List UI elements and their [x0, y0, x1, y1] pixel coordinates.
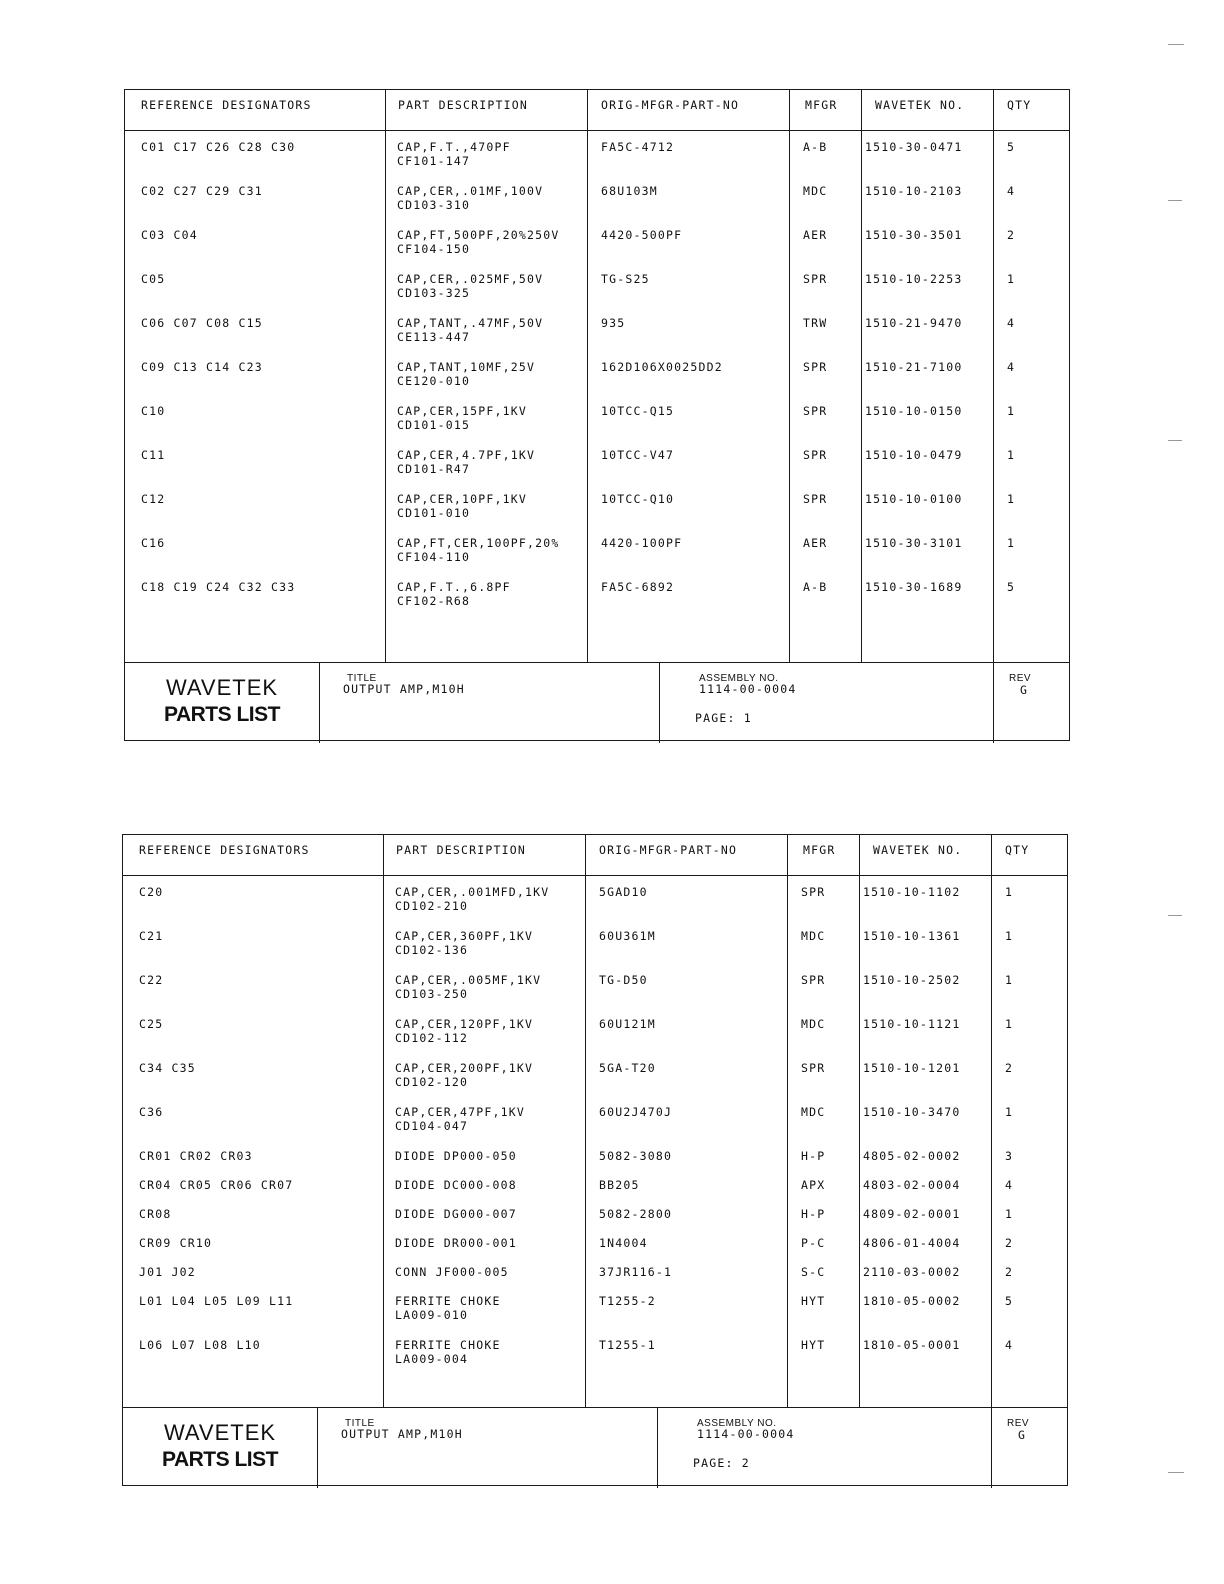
cell-orig-part-no: 5082-3080	[599, 1149, 673, 1163]
assembly-label: ASSEMBLY NO.	[699, 673, 779, 684]
cell-mfgr: SPR	[801, 1061, 826, 1075]
table-row	[123, 1328, 1067, 1372]
cell-mfgr: APX	[801, 1178, 826, 1192]
rev-label: REV	[1009, 673, 1032, 684]
cell-qty: 3	[1005, 1149, 1014, 1163]
cell-qty: 5	[1007, 580, 1016, 594]
cell-reference: C21	[139, 929, 164, 943]
cell-reference: CR08	[139, 1207, 172, 1221]
scan-mark	[1168, 44, 1184, 45]
cell-description: CAP,FT,500PF,20%250V CF104-150	[397, 228, 560, 256]
cell-description: CAP,CER,15PF,1KV CD101-015	[397, 404, 527, 432]
cell-mfgr: SPR	[803, 404, 828, 418]
cell-mfgr: SPR	[803, 272, 828, 286]
rev-value: G	[1020, 683, 1029, 697]
cell-wavetek-no: 1510-21-9470	[865, 316, 963, 330]
cell-wavetek-no: 1510-30-3101	[865, 536, 963, 550]
table-row	[125, 570, 1069, 614]
table-body	[125, 130, 1069, 614]
cell-description: DIODE DR000-001	[395, 1236, 517, 1250]
cell-wavetek-no: 1510-10-0150	[865, 404, 963, 418]
table-row	[125, 218, 1069, 262]
table-row	[123, 1139, 1067, 1168]
cell-mfgr: SPR	[801, 973, 826, 987]
cell-reference: C34 C35	[139, 1061, 196, 1075]
table-row	[125, 394, 1069, 438]
cell-orig-part-no: TG-S25	[601, 272, 650, 286]
scan-mark	[1168, 915, 1182, 916]
cell-description: CAP,CER,.001MFD,1KV CD102-210	[395, 885, 550, 913]
cell-orig-part-no: 37JR116-1	[599, 1265, 673, 1279]
cell-reference: C20	[139, 885, 164, 899]
cell-qty: 4	[1005, 1178, 1014, 1192]
cell-description: CAP,FT,CER,100PF,20% CF104-110	[397, 536, 560, 564]
cell-orig-part-no: FA5C-4712	[601, 140, 675, 154]
brand-name: WAVETEK	[163, 1420, 277, 1445]
cell-reference: C06 C07 C08 C15	[141, 316, 263, 330]
wavetek-logo	[125, 663, 319, 743]
cell-orig-part-no: 4420-500PF	[601, 228, 683, 242]
col-mfgr: MFGR	[805, 98, 838, 112]
cell-wavetek-no: 4805-02-0002	[863, 1149, 961, 1163]
cell-wavetek-no: 1510-10-0479	[865, 448, 963, 462]
cell-wavetek-no: 1510-10-3470	[863, 1105, 961, 1119]
table-body	[123, 875, 1067, 1372]
cell-reference: C36	[139, 1105, 164, 1119]
wavetek-logo	[123, 1408, 317, 1488]
cell-description: CAP,F.T.,6.8PF CF102-R68	[397, 580, 511, 608]
cell-mfgr: P-C	[801, 1236, 826, 1250]
col-orig-mfgr-part-no: ORIG-MFGR-PART-NO	[601, 98, 740, 112]
cell-reference: C12	[141, 492, 166, 506]
cell-orig-part-no: 5082-2800	[599, 1207, 673, 1221]
cell-wavetek-no: 4803-02-0004	[863, 1178, 961, 1192]
cell-description: DIODE DP000-050	[395, 1149, 517, 1163]
cell-qty: 4	[1005, 1338, 1014, 1352]
cell-description: CAP,CER,10PF,1KV CD101-010	[397, 492, 527, 520]
cell-reference: C09 C13 C14 C23	[141, 360, 263, 374]
assembly-value: 1114-00-0004	[699, 682, 797, 696]
col-mfgr: MFGR	[803, 843, 836, 857]
table-row	[125, 350, 1069, 394]
scan-mark	[1168, 200, 1182, 201]
cell-qty: 5	[1005, 1294, 1014, 1308]
cell-orig-part-no: 935	[601, 316, 626, 330]
title-value: OUTPUT AMP,M10H	[343, 682, 465, 696]
cell-wavetek-no: 1810-05-0002	[863, 1294, 961, 1308]
cell-wavetek-no: 1510-10-2253	[865, 272, 963, 286]
table-header	[123, 835, 1067, 876]
table-row	[123, 963, 1067, 1007]
cell-mfgr: H-P	[801, 1207, 826, 1221]
col-qty: QTY	[1005, 843, 1030, 857]
cell-qty: 1	[1007, 448, 1016, 462]
cell-description: CAP,CER,.01MF,100V CD103-310	[397, 184, 544, 212]
col-reference-designators: REFERENCE DESIGNATORS	[139, 843, 310, 857]
cell-qty: 1	[1005, 1105, 1014, 1119]
cell-wavetek-no: 1510-30-0471	[865, 140, 963, 154]
col-wavetek-no: WAVETEK NO.	[875, 98, 965, 112]
cell-description: CAP,CER,200PF,1KV CD102-120	[395, 1061, 534, 1089]
scan-mark	[1168, 440, 1182, 441]
cell-qty: 4	[1007, 316, 1016, 330]
cell-description: FERRITE CHOKE LA009-010	[395, 1294, 501, 1322]
cell-reference: C16	[141, 536, 166, 550]
cell-reference: CR04 CR05 CR06 CR07	[139, 1178, 294, 1192]
cell-qty: 1	[1007, 536, 1016, 550]
rev-value: G	[1018, 1428, 1027, 1442]
table-row	[123, 1226, 1067, 1255]
cell-orig-part-no: 1N4004	[599, 1236, 648, 1250]
cell-mfgr: MDC	[801, 929, 826, 943]
title-block	[123, 1407, 1067, 1488]
cell-wavetek-no: 1510-10-1102	[863, 885, 961, 899]
scan-mark	[1168, 1472, 1184, 1473]
cell-wavetek-no: 1510-10-0100	[865, 492, 963, 506]
page-number: PAGE: 2	[693, 1456, 750, 1470]
cell-orig-part-no: BB205	[599, 1178, 640, 1192]
parts-list-label: PARTS LIST	[162, 1448, 278, 1471]
table-row	[125, 438, 1069, 482]
table-row	[125, 526, 1069, 570]
cell-reference: L01 L04 L05 L09 L11	[139, 1294, 294, 1308]
cell-mfgr: AER	[803, 536, 828, 550]
table-row	[123, 1168, 1067, 1197]
cell-wavetek-no: 1510-10-1121	[863, 1017, 961, 1031]
cell-mfgr: SPR	[801, 885, 826, 899]
cell-reference: C03 C04	[141, 228, 198, 242]
title-label: TITLE	[347, 673, 377, 684]
assembly-label: ASSEMBLY NO.	[697, 1418, 777, 1429]
cell-mfgr: SPR	[803, 492, 828, 506]
table-row	[123, 1051, 1067, 1095]
cell-mfgr: SPR	[803, 448, 828, 462]
table-row	[123, 919, 1067, 963]
cell-qty: 2	[1007, 228, 1016, 242]
cell-orig-part-no: 4420-100PF	[601, 536, 683, 550]
cell-wavetek-no: 1510-21-7100	[865, 360, 963, 374]
cell-mfgr: TRW	[803, 316, 828, 330]
cell-qty: 2	[1005, 1265, 1014, 1279]
cell-orig-part-no: T1255-2	[599, 1294, 656, 1308]
cell-orig-part-no: 60U121M	[599, 1017, 656, 1031]
cell-reference: C22	[139, 973, 164, 987]
brand-name: WAVETEK	[165, 675, 279, 700]
col-reference-designators: REFERENCE DESIGNATORS	[141, 98, 312, 112]
cell-mfgr: A-B	[803, 140, 828, 154]
parts-list-label: PARTS LIST	[164, 703, 280, 726]
cell-description: CAP,CER,47PF,1KV CD104-047	[395, 1105, 525, 1133]
cell-qty: 4	[1007, 184, 1016, 198]
cell-wavetek-no: 1510-10-2502	[863, 973, 961, 987]
table-row	[125, 262, 1069, 306]
cell-wavetek-no: 1510-30-3501	[865, 228, 963, 242]
parts-table	[123, 835, 1067, 1407]
cell-description: CAP,TANT,.47MF,50V CE113-447	[397, 316, 544, 344]
cell-orig-part-no: 60U2J470J	[599, 1105, 673, 1119]
cell-description: DIODE DG000-007	[395, 1207, 517, 1221]
cell-reference: CR01 CR02 CR03	[139, 1149, 253, 1163]
cell-wavetek-no: 4806-01-4004	[863, 1236, 961, 1250]
rev-label: REV	[1007, 1418, 1030, 1429]
cell-orig-part-no: 60U361M	[599, 929, 656, 943]
table-header	[125, 90, 1069, 131]
parts-list-sheet-1	[124, 89, 1070, 741]
col-qty: QTY	[1007, 98, 1032, 112]
cell-reference: C25	[139, 1017, 164, 1031]
cell-reference: C18 C19 C24 C32 C33	[141, 580, 296, 594]
table-row	[125, 306, 1069, 350]
cell-description: CAP,CER,360PF,1KV CD102-136	[395, 929, 534, 957]
col-orig-mfgr-part-no: ORIG-MFGR-PART-NO	[599, 843, 738, 857]
cell-orig-part-no: T1255-1	[599, 1338, 656, 1352]
table-row	[123, 1284, 1067, 1328]
cell-reference: C11	[141, 448, 166, 462]
table-row	[123, 1255, 1067, 1284]
cell-orig-part-no: 5GAD10	[599, 885, 648, 899]
col-wavetek-no: WAVETEK NO.	[873, 843, 963, 857]
cell-wavetek-no: 1510-10-1201	[863, 1061, 961, 1075]
cell-description: CONN JF000-005	[395, 1265, 509, 1279]
cell-reference: J01 J02	[139, 1265, 196, 1279]
page-number: PAGE: 1	[695, 711, 752, 725]
cell-description: CAP,TANT,10MF,25V CE120-010	[397, 360, 536, 388]
cell-mfgr: HYT	[801, 1338, 826, 1352]
cell-qty: 2	[1005, 1061, 1014, 1075]
cell-orig-part-no: TG-D50	[599, 973, 648, 987]
cell-qty: 1	[1007, 404, 1016, 418]
cell-orig-part-no: 68U103M	[601, 184, 658, 198]
cell-orig-part-no: 10TCC-V47	[601, 448, 675, 462]
cell-reference: C02 C27 C29 C31	[141, 184, 263, 198]
cell-orig-part-no: 10TCC-Q15	[601, 404, 675, 418]
cell-wavetek-no: 1510-30-1689	[865, 580, 963, 594]
cell-mfgr: MDC	[801, 1017, 826, 1031]
table-row	[125, 130, 1069, 174]
cell-wavetek-no: 2110-03-0002	[863, 1265, 961, 1279]
cell-mfgr: SPR	[803, 360, 828, 374]
cell-qty: 1	[1005, 885, 1014, 899]
cell-qty: 1	[1007, 492, 1016, 506]
cell-description: CAP,CER,4.7PF,1KV CD101-R47	[397, 448, 536, 476]
cell-reference: C01 C17 C26 C28 C30	[141, 140, 296, 154]
col-part-description: PART DESCRIPTION	[396, 843, 526, 857]
parts-table	[125, 90, 1069, 662]
cell-mfgr: MDC	[803, 184, 828, 198]
cell-description: FERRITE CHOKE LA009-004	[395, 1338, 501, 1366]
cell-qty: 4	[1007, 360, 1016, 374]
cell-reference: C05	[141, 272, 166, 286]
cell-wavetek-no: 1510-10-1361	[863, 929, 961, 943]
table-row	[123, 1095, 1067, 1139]
cell-qty: 5	[1007, 140, 1016, 154]
cell-orig-part-no: 5GA-T20	[599, 1061, 656, 1075]
assembly-value: 1114-00-0004	[697, 1427, 795, 1441]
cell-orig-part-no: FA5C-6892	[601, 580, 675, 594]
cell-wavetek-no: 4809-02-0001	[863, 1207, 961, 1221]
cell-orig-part-no: 162D106X0025DD2	[601, 360, 723, 374]
cell-mfgr: MDC	[801, 1105, 826, 1119]
cell-mfgr: HYT	[801, 1294, 826, 1308]
parts-list-sheet-2	[122, 834, 1068, 1486]
table-row	[123, 875, 1067, 919]
cell-wavetek-no: 1810-05-0001	[863, 1338, 961, 1352]
cell-description: CAP,F.T.,470PF CF101-147	[397, 140, 511, 168]
col-part-description: PART DESCRIPTION	[398, 98, 528, 112]
cell-reference: L06 L07 L08 L10	[139, 1338, 261, 1352]
cell-description: CAP,CER,.005MF,1KV CD103-250	[395, 973, 542, 1001]
cell-reference: C10	[141, 404, 166, 418]
cell-qty: 1	[1005, 929, 1014, 943]
table-row	[123, 1007, 1067, 1051]
title-block	[125, 662, 1069, 743]
title-label: TITLE	[345, 1418, 375, 1429]
table-row	[123, 1197, 1067, 1226]
cell-qty: 2	[1005, 1236, 1014, 1250]
cell-description: CAP,CER,120PF,1KV CD102-112	[395, 1017, 534, 1045]
cell-orig-part-no: 10TCC-Q10	[601, 492, 675, 506]
cell-mfgr: S-C	[801, 1265, 826, 1279]
title-value: OUTPUT AMP,M10H	[341, 1427, 463, 1441]
cell-mfgr: A-B	[803, 580, 828, 594]
cell-description: DIODE DC000-008	[395, 1178, 517, 1192]
cell-mfgr: H-P	[801, 1149, 826, 1163]
cell-wavetek-no: 1510-10-2103	[865, 184, 963, 198]
cell-mfgr: AER	[803, 228, 828, 242]
cell-qty: 1	[1005, 973, 1014, 987]
cell-qty: 1	[1007, 272, 1016, 286]
cell-qty: 1	[1005, 1207, 1014, 1221]
table-row	[125, 482, 1069, 526]
cell-qty: 1	[1005, 1017, 1014, 1031]
cell-description: CAP,CER,.025MF,50V CD103-325	[397, 272, 544, 300]
table-row	[125, 174, 1069, 218]
cell-reference: CR09 CR10	[139, 1236, 213, 1250]
